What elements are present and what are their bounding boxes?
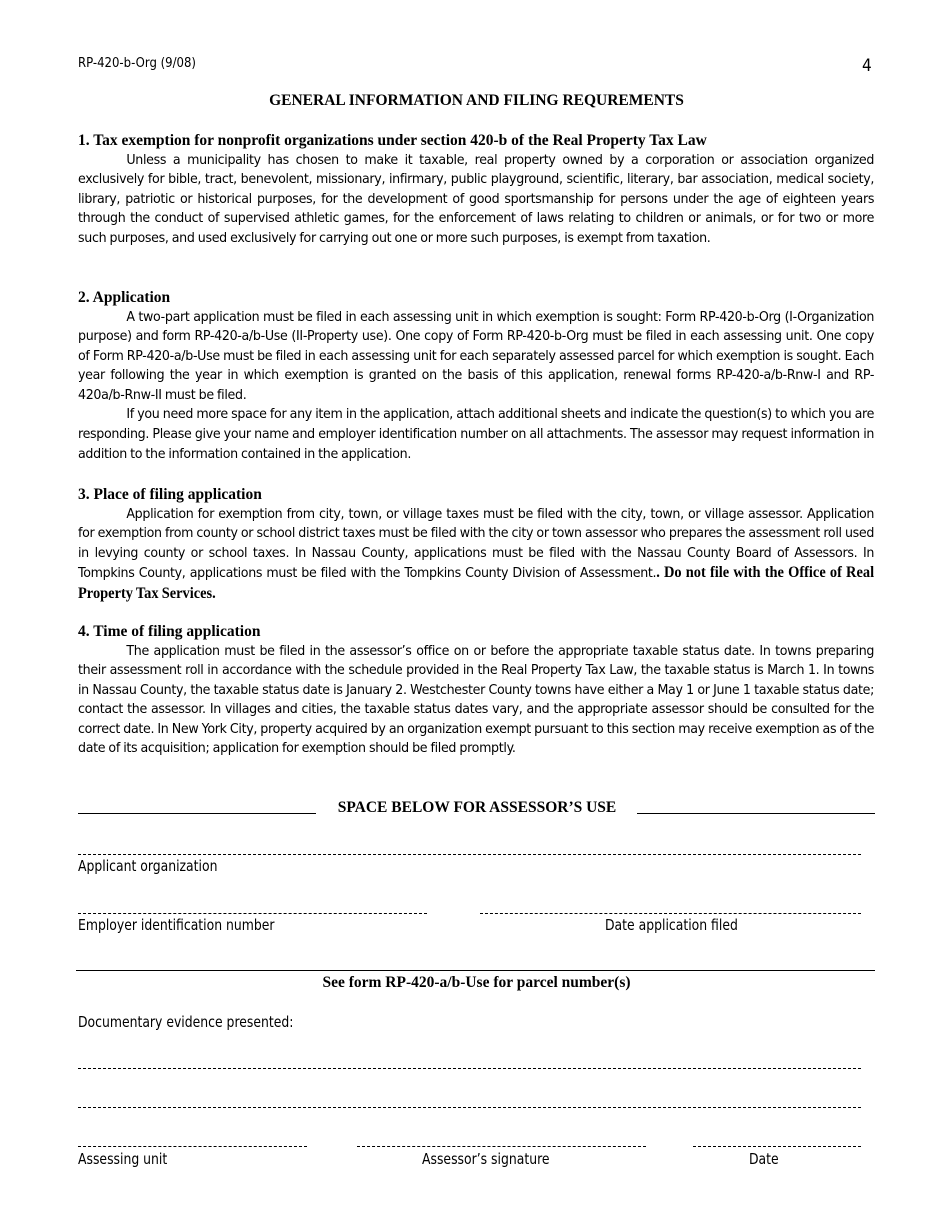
evidence-field-line-2[interactable]	[78, 1107, 861, 1108]
date-label: Date	[749, 1150, 779, 1168]
employer-id-label: Employer identification number	[78, 916, 275, 934]
section-paragraph: A two-part application must be filed in each assessing unit in which exemption is sought: Form RP-420-b-Org (I-Organization purpose) and form RP-420-a/b-Use (II-Property use). One copy of Form RP-420-b-Org must be filed in each assessing unit. One copy of Form RP-420-a/b-Use must be filed in each assessing unit for each separately assessed parcel for which exemption is sought. Each year following the year in which exemption is granted on the basis of this application, renewal forms RP-420-a/b-Rnw-I and RP-420a/b-Rnw-II must be filed.	[78, 308, 875, 403]
evidence-field-line-1[interactable]	[78, 1068, 861, 1069]
section-heading: 1. Tax exemption for nonprofit organizations under section 420-b of the Real Property Tax Law	[78, 132, 707, 149]
section-heading: 3. Place of filing application	[78, 486, 262, 503]
applicant-organization-field[interactable]	[78, 854, 861, 855]
date-filed-field[interactable]	[480, 913, 861, 914]
bold-note: . Do not file with the Office of Real Property Tax Services.	[78, 564, 875, 602]
paragraph-text: Application for exemption from city, town, or village taxes must be filed with the city, town, or village assessor. Application for exemption from county or school district taxes must be filed with the city or town assessor who prepares the assessment roll used in levying county or school taxes. In Nassau County, applications must be filed with the Nassau County Board of Assessors. In Tompkins County, applications must be filed with the Tompkins County Division of Assessment.	[78, 505, 875, 582]
assessing-unit-field[interactable]	[78, 1146, 307, 1147]
section-heading: 2. Application	[78, 289, 171, 306]
evidence-label: Documentary evidence presented:	[78, 1013, 294, 1031]
section-application	[78, 288, 874, 464]
section-divider	[76, 970, 875, 971]
section-place-of-filing	[78, 485, 874, 604]
section-time-of-filing	[78, 622, 874, 759]
section-paragraph: If you need more space for any item in the application, attach additional sheets and indicate the question(s) to which you are responding. Please give your name and employer identification number on all attachments. The assessor may request information in addition to the information contained in the application.	[78, 406, 875, 462]
parcel-note: See form RP-420-a/b-Use for parcel number(s)	[322, 974, 631, 991]
section-tax-exemption	[78, 131, 874, 248]
date-field[interactable]	[693, 1146, 861, 1147]
form-id: RP-420-b-Org (9/08)	[78, 56, 196, 71]
divider-left	[78, 813, 316, 814]
section-paragraph: The application must be filed in the assessor’s office on or before the appropriate taxable status date. In towns preparing their assessment roll in accordance with the schedule provided in the Real Property Tax Law, the taxable status is March 1. In towns in Nassau County, the taxable status date is January 2. Westchester County towns have either a May 1 or June 1 taxable status date; contact the assessor. In villages and cities, the taxable status dates vary, and the appropriate assessor should be consulted for the correct date. In New York City, property acquired by an organization exempt pursuant to this section may receive exemption as of the date of its acquisition; application for exemption should be filed promptly.	[78, 642, 875, 757]
page-title: GENERAL INFORMATION AND FILING REQUREMENTS	[269, 92, 684, 109]
section-heading: 4. Time of filing application	[78, 623, 261, 640]
section-paragraph	[78, 505, 874, 605]
applicant-organization-label: Applicant organization	[78, 857, 218, 875]
date-filed-label: Date application filed	[605, 916, 738, 934]
employer-id-field[interactable]	[78, 913, 427, 914]
divider-right	[637, 813, 875, 814]
assessor-section-heading: SPACE BELOW FOR ASSESSOR’S USE	[337, 799, 617, 816]
section-paragraph: Unless a municipality has chosen to make it taxable, real property owned by a corporation or association organized exclusively for bible, tract, benevolent, missionary, infirmary, public playground, scientific, literary, bar association, medical society, library, patriotic or historical purposes, for the development of good sportsmanship for persons under the age of eighteen years through the conduct of supervised athletic games, for the enforcement of laws relating to children or animals, or for two or more such purposes, and used exclusively for carrying out one or more such purposes, is exempt from taxation.	[78, 151, 875, 246]
assessing-unit-label: Assessing unit	[78, 1150, 168, 1168]
page-number: 4	[862, 56, 872, 76]
assessor-signature-label: Assessor’s signature	[422, 1150, 550, 1168]
assessor-signature-field[interactable]	[357, 1146, 646, 1147]
